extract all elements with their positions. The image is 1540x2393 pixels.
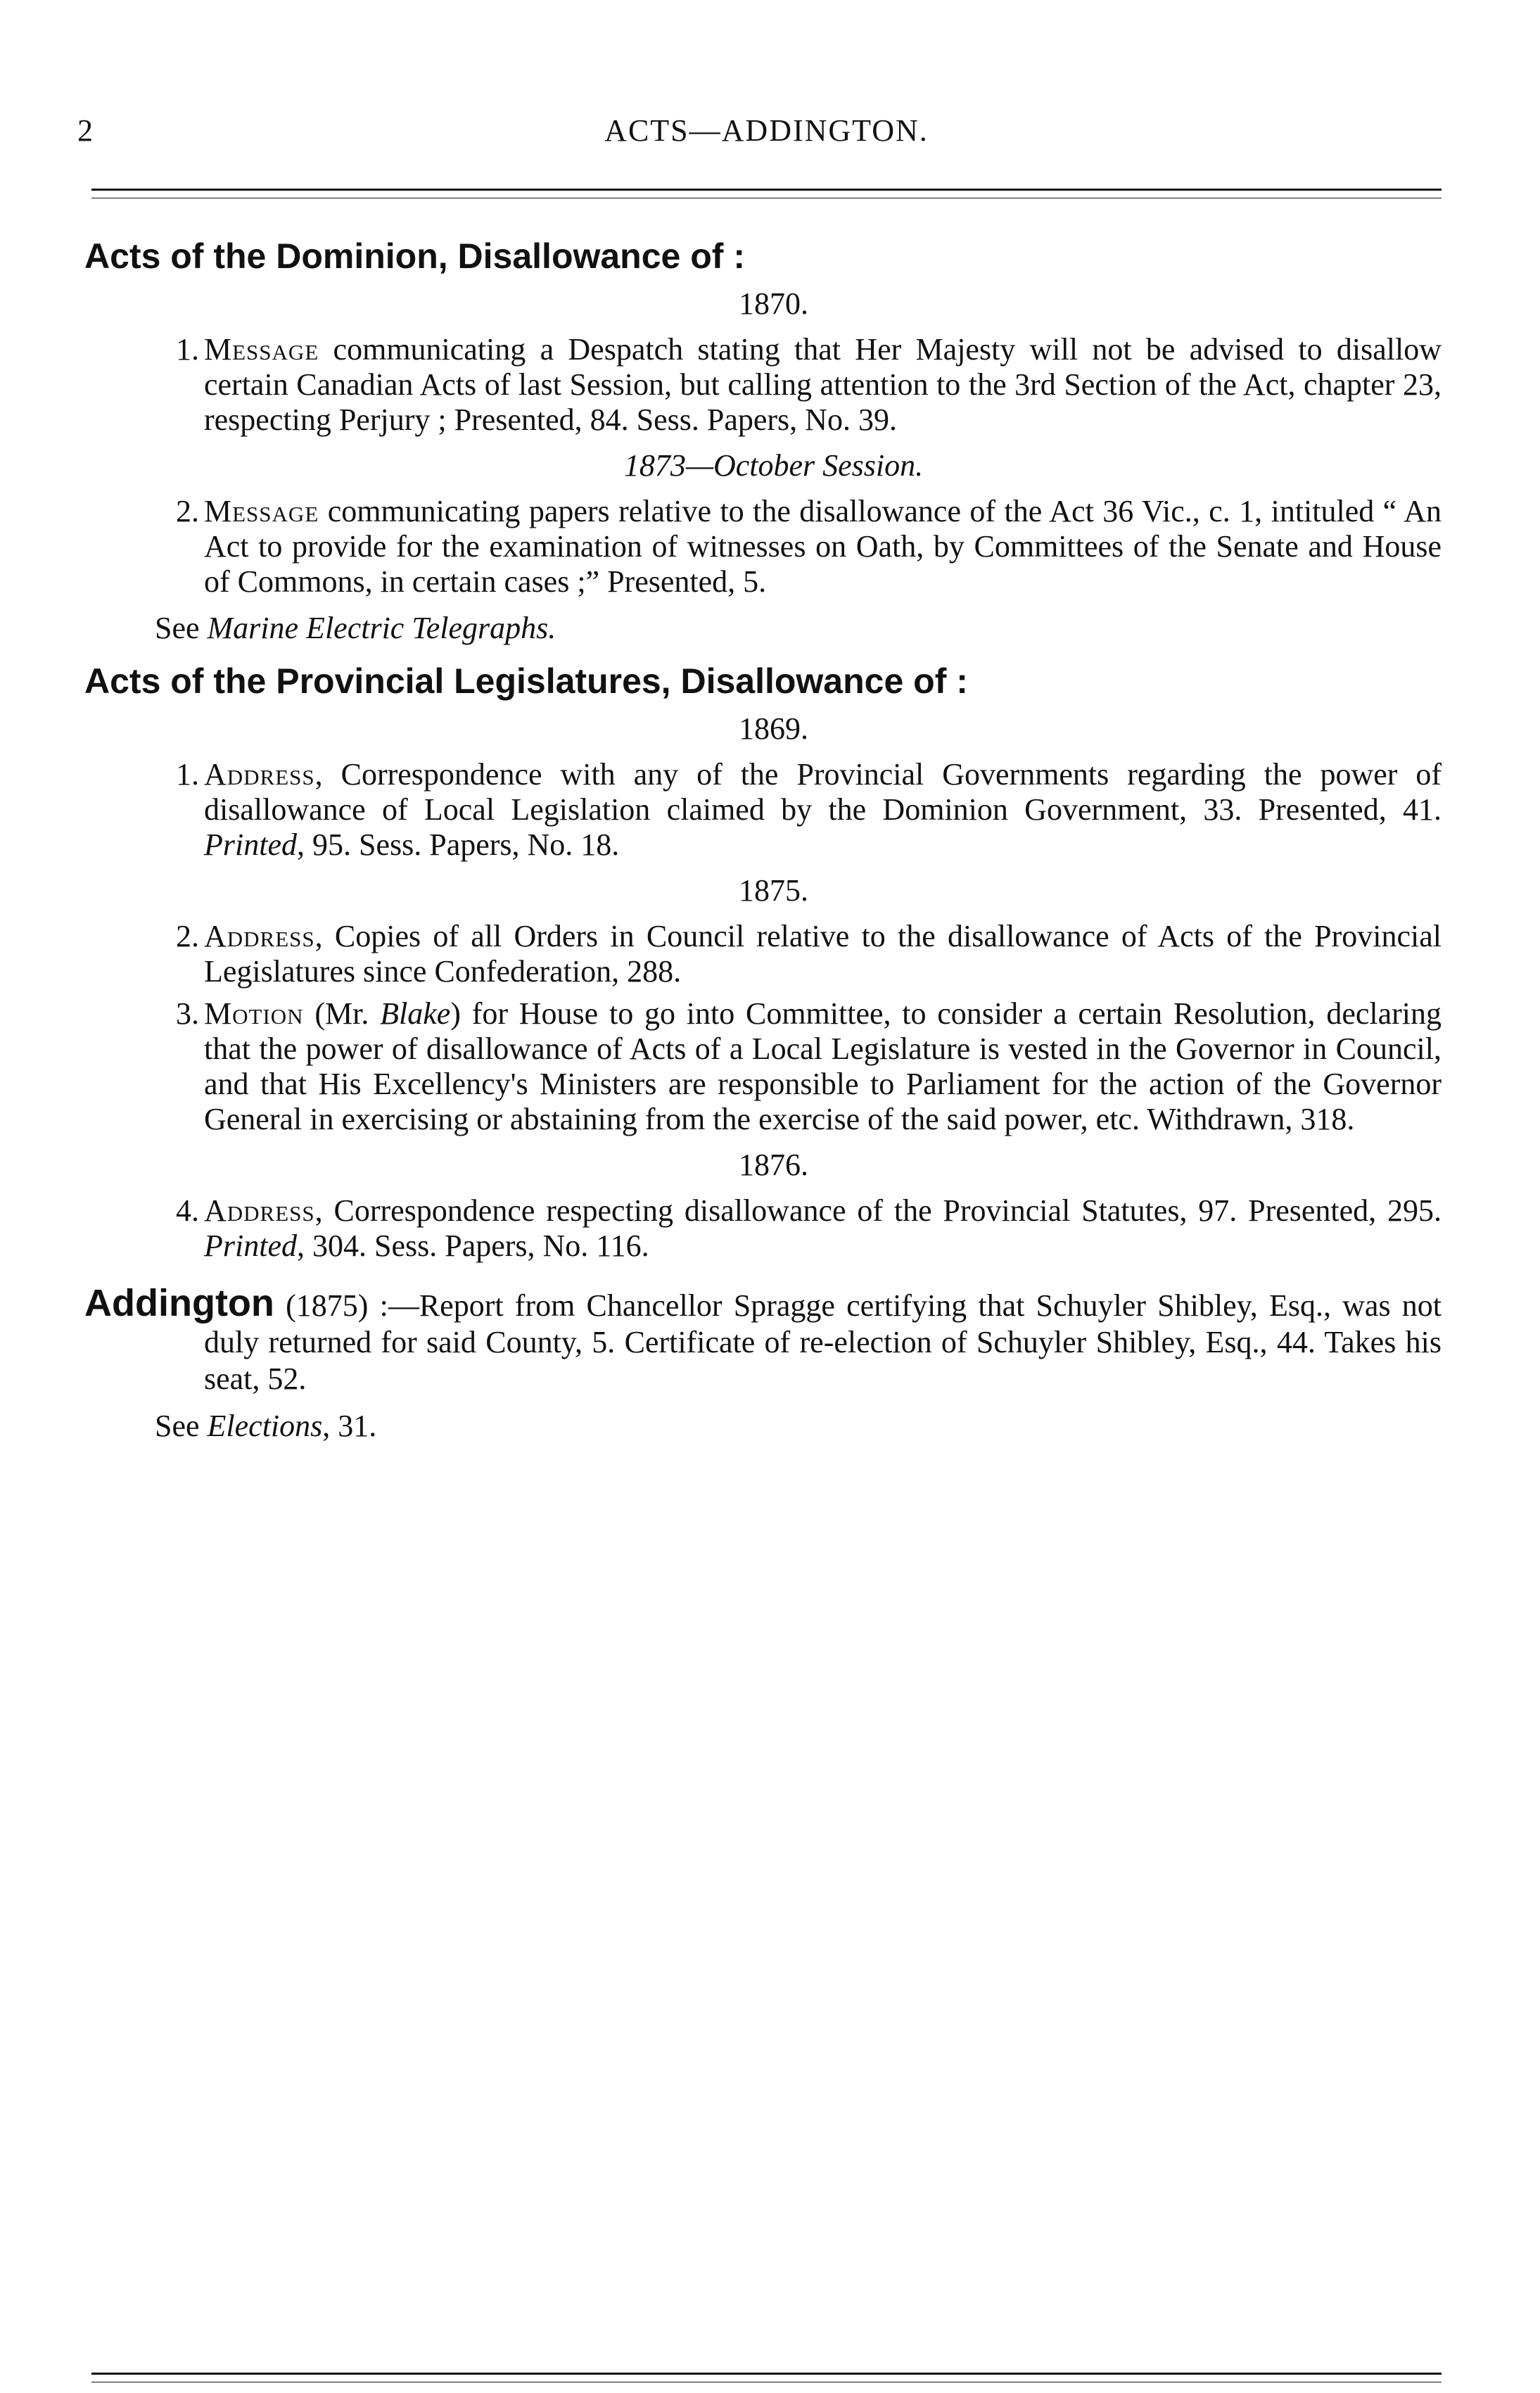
entry-keyword: Address <box>204 919 315 953</box>
list-item <box>84 757 1463 863</box>
year-heading: 1876. <box>739 1148 808 1182</box>
page-body <box>84 232 1463 1455</box>
running-title: ACTS—ADDINGTON. <box>604 113 929 148</box>
entry-italic: Blake <box>380 996 451 1031</box>
list-item <box>84 494 1463 599</box>
list-item <box>84 919 1463 989</box>
running-head <box>77 113 1456 162</box>
entry-text: , Copies of all Orders in Council relative to the disallowance of Acts of the Provincial Legislatures since Confederation, 288. <box>204 919 1442 989</box>
year-heading-text: 1873—October Session. <box>623 448 924 483</box>
entry-number: 1. <box>176 332 199 367</box>
entry-text: , Correspondence respecting disallowance of the Provincial Statutes, 97. Presented, 295. <box>314 1193 1442 1228</box>
entry-keyword: Message <box>204 332 319 367</box>
see-also <box>84 608 1463 649</box>
entry-number: 1. <box>176 757 199 792</box>
entry-text: communicating a Despatch stating that Her Majesty will not be advised to disallow certain Canadian Acts of last Session, but calling attention to the 3rd Section of the Act, chapter 23, respecting Perjury ; Presented, 84. Sess. Papers, No. 39. <box>204 332 1442 437</box>
entry-text: communicating papers relative to the disallowance of the Act 36 Vic., c. 1, intituled “ An Act to provide for the examination of witnesses on Oath, by Committees of the Senate and House of Commons, in certain cases ;” Presented, 5. <box>204 494 1442 599</box>
entry-tail: , 95. Sess. Papers, No. 18. <box>296 827 620 862</box>
year-heading: 1869. <box>739 711 808 746</box>
list-item <box>84 1193 1463 1264</box>
section-heading: Acts of the Provincial Legislatures, Disallowance of : <box>84 661 968 701</box>
addington-heading: Addington <box>84 1282 274 1324</box>
see-prefix: See <box>155 611 208 645</box>
entry-number: 3. <box>176 996 199 1031</box>
entry-keyword: Motion <box>204 996 304 1031</box>
entry-number: 4. <box>176 1193 199 1228</box>
addington-text: (1875) :—Report from Chancellor Spragge certifying that Schuyler Shibley, Esq., was not duly returned for said County, 5. Certificate of re-election of Schuyler Shibley, Esq., 44. Takes his seat, 52. <box>204 1288 1442 1396</box>
see-prefix: See <box>155 1409 208 1443</box>
entry-keyword: Message <box>204 494 319 528</box>
section-heading: Acts of the Dominion, Disallowance of : <box>84 236 745 276</box>
see-reference: Marine Electric Telegraphs. <box>207 611 556 645</box>
entry-keyword: Address <box>204 1193 315 1228</box>
entry-keyword: Address <box>204 757 315 792</box>
entry-number: 2. <box>176 919 199 953</box>
see-tail: , 31. <box>322 1409 377 1443</box>
see-also <box>84 1406 1463 1447</box>
see-reference: Elections <box>207 1409 323 1443</box>
list-item <box>84 332 1463 438</box>
entry-italic: Printed <box>204 827 297 862</box>
entry-text: , Correspondence with any of the Provincial Governments regarding the power of disallowance of Local Legislation claimed by the Dominion Government, 33. Presented, 41. <box>204 757 1442 827</box>
list-item <box>84 996 1463 1137</box>
footer-rule <box>91 2373 1442 2382</box>
entry-tail: , 304. Sess. Papers, No. 116. <box>296 1229 649 1263</box>
page-number: 2 <box>77 113 93 148</box>
entry-italic: Printed <box>204 1229 297 1263</box>
entry-tail: ) for House to go into Committee, to consider a certain Resolution, declaring that the power of disallowance of Acts of a Local Legislature is vested in the Governor in Council, and that His Excellency's Ministers are responsible to Parliament for the action of the Governor General in exercising or abstaining from the exercise of the said power, etc. Withdrawn, 318. <box>204 996 1442 1136</box>
header-rule <box>91 189 1442 198</box>
year-heading: 1875. <box>739 873 808 908</box>
year-heading <box>84 445 1463 487</box>
entry-number: 2. <box>176 494 199 528</box>
year-heading: 1870. <box>739 286 808 321</box>
addington-entry <box>84 1282 1463 1397</box>
entry-text: (Mr. <box>303 996 369 1031</box>
